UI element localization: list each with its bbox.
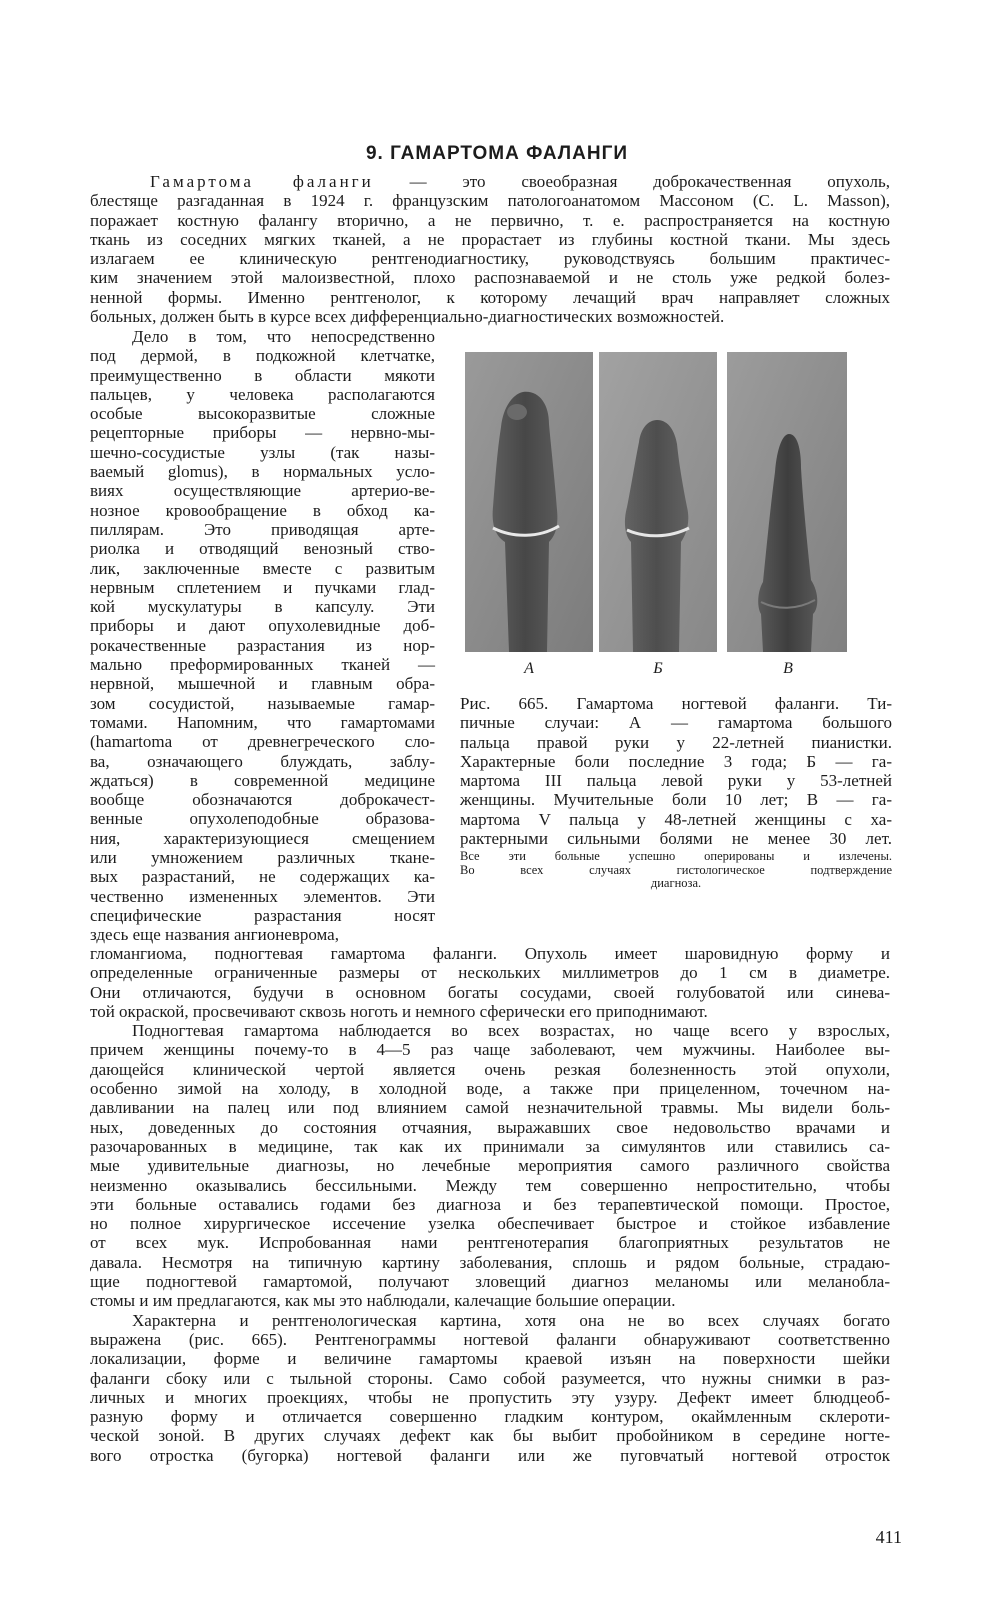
text-line: риолка и отводящий венозный ство- bbox=[90, 539, 435, 559]
text-line: Они отличаются, будучи в основном богаты сосудами, своей голубоватой или синева- bbox=[90, 982, 890, 1002]
text-line: нервной, мышечной и главным обра- bbox=[90, 674, 435, 694]
text-line: гломангиома, подногтевая гамартома фаланги. Опухоль имеет шаровидную форму и bbox=[90, 944, 890, 963]
xray-panel-c bbox=[727, 352, 847, 677]
text-line: лик, заключенные вместе с развитым bbox=[90, 558, 435, 578]
text-line: ния, характеризующиеся смещением bbox=[90, 828, 435, 848]
text-line: Подногтевая гамартома наблюдается во всех возрастах, но чаще всего у взрослых, bbox=[132, 1021, 890, 1041]
text-line: специфические разрастания носят bbox=[90, 905, 435, 925]
text-line: ваемый glomus), в нормальных усло- bbox=[90, 462, 435, 482]
text-line: излагаем ее клиническую рентгенодиагностику, руководствуясь большим практичес- bbox=[90, 249, 890, 269]
text-line: пиллярам. Это приводящая арте- bbox=[90, 519, 435, 539]
figure-xrays bbox=[465, 352, 885, 677]
text-line: или умножением различных тканe- bbox=[90, 848, 435, 868]
text-line: больных, должен быть в курсе всех дифференциально-диагностических возможностей. bbox=[90, 307, 725, 327]
text-line: фаланги сбоку или с тыльной стороны. Само собой разумеется, что нужны снимки в раз- bbox=[90, 1368, 890, 1388]
text-line: той окраской, просвечивают сквозь ноготь и немного сферически его приподнимают. bbox=[90, 1001, 708, 1021]
caption-line: пичные случаи: А — гамартома большого bbox=[460, 713, 892, 733]
text-line: томами. Напомним, что гамартомами bbox=[90, 712, 435, 732]
text-line: давала. Несмотря на типичную картину заболевания, сплошь и рядом больные, страдаю- bbox=[90, 1252, 890, 1272]
text-line: чественно измененных элементов. Эти bbox=[90, 886, 435, 906]
text-line: разочарованных в медицине, так как их принимали за симулянтов или ставились са- bbox=[90, 1136, 890, 1156]
text-line: ных, доведенных до состояния отчаяния, выражавших свое недовольство врачами и bbox=[90, 1117, 890, 1137]
body-text bbox=[90, 944, 890, 1465]
text-line: особенно зимой на холоду, в холодной воде, а также при прицеленном, точечном на- bbox=[90, 1079, 890, 1099]
note-line: Все эти больные успешно оперированы и излечены. bbox=[460, 849, 892, 863]
text-line: шечно-сосудистые узлы (так назы- bbox=[90, 442, 435, 462]
intro-lead-rest: — это своеобразная доброкачественная опухоль, bbox=[409, 172, 891, 191]
text-line: ткань из соседних мягких тканей, а не прорастает из глубины костной ткани. Мы здесь bbox=[90, 229, 890, 249]
section-title: 9. ГАМАРТОМА ФАЛАНГИ bbox=[365, 143, 629, 164]
text-line: пальцев, у человека располагаются bbox=[90, 384, 435, 404]
text-line: виях осуществляющие артерио-ве- bbox=[90, 481, 435, 501]
caption-line: Характерные боли последние 3 года; Б — га- bbox=[460, 751, 892, 771]
text-line: ким значением этой малоизвестной, плохо распознаваемой и не столь уже редкой болез- bbox=[90, 268, 890, 288]
caption-line: пальца правой руки у 22-летней пианистки. bbox=[460, 732, 892, 752]
text-line: рецепторные приборы — нервно-мы- bbox=[90, 423, 435, 443]
text-line: Характерна и рентгенологическая картина, хотя она не во всех случаях богато bbox=[132, 1310, 890, 1330]
text-line: (hamartoma от древнегреческого сло- bbox=[90, 732, 435, 752]
text-line: ненной формы. Именно рентгенолог, к которому лечащий врач направляет сложных bbox=[90, 287, 890, 307]
text-line: неизменно оказывались бессильными. Между тем совершенно непростительно, чтобы bbox=[90, 1175, 890, 1195]
text-line: выражена (рис. 665). Рентгенограммы ногтевой фаланги обнаруживают соответственно bbox=[90, 1329, 890, 1349]
text-line: причем женщины почему-то в 4—5 раз чаще заболевают, чем мужчины. Наиболее вы- bbox=[90, 1040, 890, 1060]
caption-line: Рис. 665. Гамартома ногтевой фаланги. Ти- bbox=[460, 694, 892, 713]
text-line: личных и многих проекциях, чтобы не пропустить эту узуру. Дефект имеет блюдцеоб- bbox=[90, 1387, 890, 1407]
xray-panel-a bbox=[465, 352, 593, 677]
text-line: блестяще разгаданная в 1924 г. французским патологоанатомом Массоном (C. L. Masson), bbox=[90, 191, 890, 211]
xray-image-b bbox=[599, 352, 717, 652]
figure-caption bbox=[460, 694, 892, 848]
figure-label-c: В bbox=[783, 660, 793, 677]
xray-panel-b bbox=[599, 352, 717, 677]
text-line: давливании на палец или под влиянием самой незначительной травмы. Мы видели боль- bbox=[90, 1098, 890, 1118]
left-column bbox=[90, 327, 435, 945]
note-line: Во всех случаях гистологическое подтверждение bbox=[460, 862, 892, 877]
text-line: мально преформированных тканей — bbox=[90, 655, 435, 675]
caption-line: женщины. Мучительные боли 10 лет; В — га- bbox=[460, 790, 892, 810]
text-line: разную форму и отличается совершенно гладким контуром, окаймленным склероти- bbox=[90, 1407, 890, 1427]
text-line: приборы и дают опухолевидные доб- bbox=[90, 616, 435, 636]
caption-line: мартома V пальца у 48-летней женщины с ха- bbox=[460, 809, 892, 829]
text-line: поражает костную фалангу вторично, а не первично, т. е. распространяется на костную bbox=[90, 210, 890, 230]
text-line: эти больные оставались годами без диагноза и без терапевтической помощи. Простое, bbox=[90, 1194, 890, 1214]
figure-note bbox=[460, 850, 892, 891]
note-line: диагноза. bbox=[650, 876, 702, 890]
text-line: под дермой, в подкожной клетчатке, bbox=[90, 346, 435, 366]
text-line: здесь еще названия ангионеврома, bbox=[90, 925, 339, 945]
text-line: венные опухолеподобные образова- bbox=[90, 809, 435, 829]
text-line: вого отростка (бугорка) ногтевой фаланги или же пуговчатый ногтевой отросток bbox=[90, 1445, 890, 1465]
text-line: стомы и им предлагаются, как мы это наблюдали, калечащие большие операции. bbox=[90, 1291, 676, 1311]
text-line: от всех мук. Испробованная нами рентгенотерапия благоприятных результатов не bbox=[90, 1233, 890, 1253]
text-line: Дело в том, что непосредственно bbox=[132, 327, 435, 346]
text-line: дающейся клинической чертой является очень резкая болезненность этой опухоли, bbox=[90, 1059, 890, 1079]
text-line: но полное хирургическое иссечение узелка обеспечивает быстрое и стойкое избавление bbox=[90, 1214, 890, 1234]
text-line: нозное кровообращение в обход ка- bbox=[90, 500, 435, 520]
text-line: ва, означающего блуждать, заблу- bbox=[90, 751, 435, 771]
text-line: рокачественные разрастания из нор- bbox=[90, 635, 435, 655]
text-line: ждаться) в современной медицине bbox=[90, 770, 435, 790]
text-line: вых разрастаний, не содержащих ка- bbox=[90, 867, 435, 887]
intro-line-0 bbox=[90, 172, 890, 191]
xray-image-c bbox=[727, 352, 847, 652]
intro-paragraph bbox=[90, 172, 890, 326]
text-line: зом сосудистой, называемые гамар- bbox=[90, 693, 435, 713]
page-number: 411 bbox=[875, 1527, 902, 1547]
text-line: ческой зоной. В других случаях дефект как бы выбит пробойником в середине ногте- bbox=[90, 1426, 890, 1446]
intro-lead-term: Гамартома фаланги bbox=[150, 172, 374, 191]
figure-label-b: Б bbox=[653, 660, 663, 677]
text-line: преимущественно в области мякоти bbox=[90, 365, 435, 385]
xray-image-a bbox=[465, 352, 593, 652]
text-line: мые удивительные диагнозы, но лечебные мероприятия самого различного свойства bbox=[90, 1156, 890, 1176]
text-line: кой мускулатуры в капсулу. Эти bbox=[90, 597, 435, 617]
text-line: особые высокоразвитые сложные bbox=[90, 404, 435, 424]
text-line: щие подногтевой гамартомой, получают зловещий диагноз меланомы или меланобла- bbox=[90, 1272, 890, 1292]
text-line: нервным сплетением и пучками глад- bbox=[90, 577, 435, 597]
text-line: вообще обозначаются доброкачест- bbox=[90, 790, 435, 810]
figure-label-a: А bbox=[524, 660, 534, 677]
text-line: локализации, форме и величине гамартомы краевой изъян на поверхности шейки bbox=[90, 1349, 890, 1369]
caption-line: мартома III пальца левой руки у 53-летней bbox=[460, 771, 892, 791]
text-line: определенные ограниченные размеры от нескольких миллиметров до 1 см в диаметре. bbox=[90, 963, 890, 983]
caption-line: рактерными сильными болями не менее 30 лет. bbox=[460, 829, 892, 849]
